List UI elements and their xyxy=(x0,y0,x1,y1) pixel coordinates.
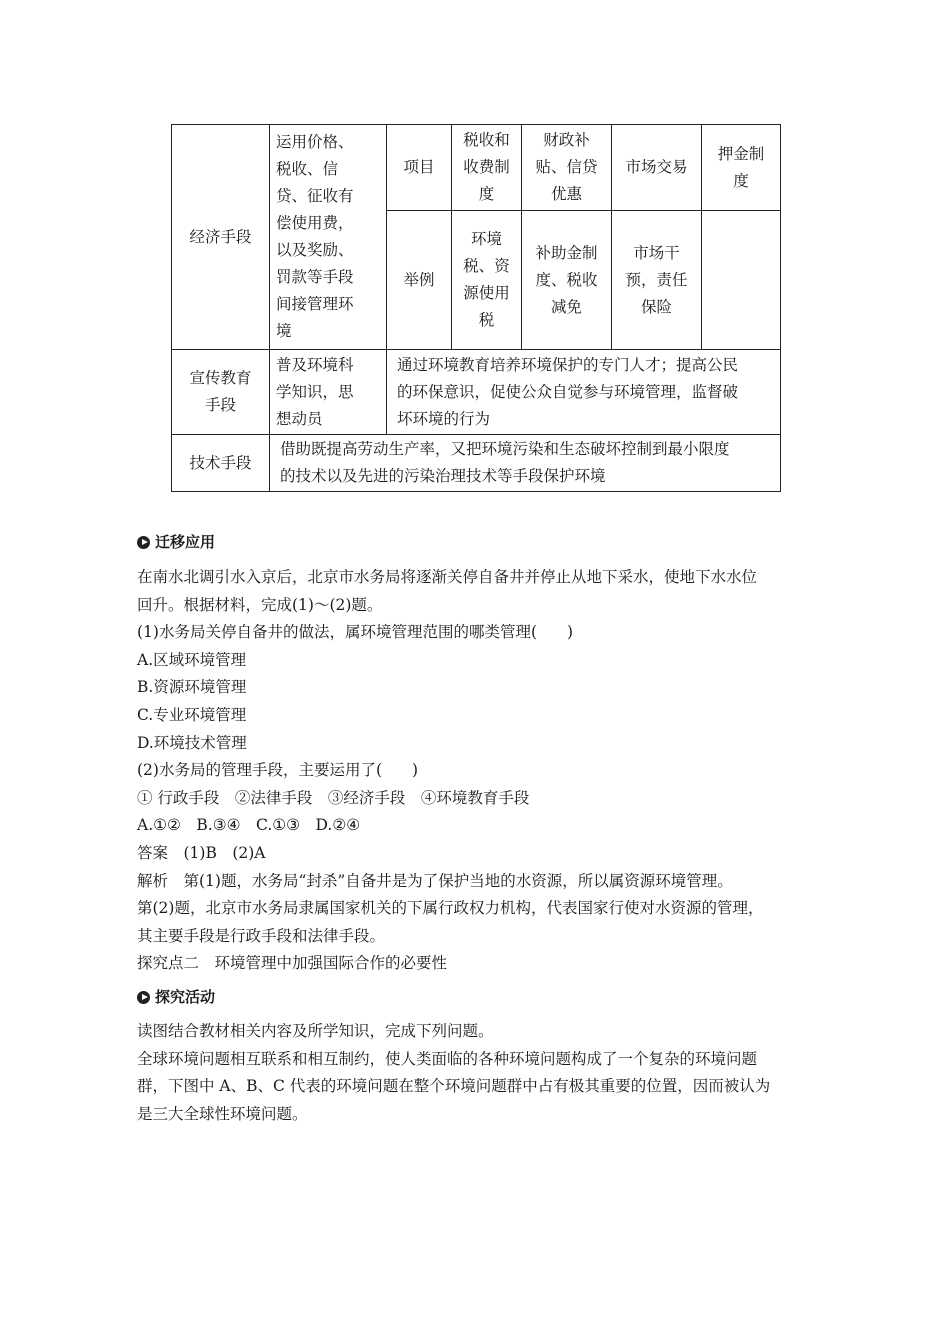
intro-line: 回升。根据材料，完成(1)～(2)题。 xyxy=(137,595,383,614)
explore-point-title: 探究点二 环境管理中加强国际合作的必要性 xyxy=(137,954,448,973)
environmental-management-table xyxy=(171,124,781,492)
play-circle-icon xyxy=(137,536,150,549)
option-a: A.区域环境管理 xyxy=(137,650,247,669)
table-row xyxy=(172,350,781,435)
section-heading: 探究活动 xyxy=(137,984,817,1012)
technical-detail: 借助既提高劳动生产率，又把环境污染和生态破坏控制到最小限度 的技术以及先进的污染治理技术等手段保护环境 xyxy=(270,435,781,492)
header-market: 市场交易 xyxy=(612,125,702,211)
header-deposit: 押金制 度 xyxy=(702,125,781,211)
answer: 答案 (1)B (2)A xyxy=(137,843,266,862)
example-fiscal: 补助金制 度、税收 减免 xyxy=(522,211,612,350)
example-market: 市场干 预，责任 保险 xyxy=(612,211,702,350)
table-row xyxy=(172,435,781,492)
explore-activity-section xyxy=(137,984,817,1012)
header-item: 项目 xyxy=(387,125,452,211)
analysis-line: 第(2)题，北京市水务局隶属国家机关的下属行政权力机构，代表国家行使对水资源的管理， xyxy=(137,899,764,918)
option-b: B.资源环境管理 xyxy=(137,678,247,697)
activity-line: 群，下图中 A、B、C 代表的环境问题在整个环境问题群中占有极其重要的位置，因而被认为 xyxy=(137,1077,771,1096)
play-circle-icon xyxy=(137,991,150,1004)
example-item: 举例 xyxy=(387,211,452,350)
example-tax: 环境 税、资 源使用 税 xyxy=(452,211,522,350)
example-deposit xyxy=(702,211,781,350)
means-items: ① 行政手段 ②法律手段 ③经济手段 ④环境教育手段 xyxy=(137,788,530,807)
transfer-application-section xyxy=(137,529,817,557)
analysis-line: 其主要手段是行政手段和法律手段。 xyxy=(137,926,386,945)
publicity-desc: 普及环境科 学知识，思 想动员 xyxy=(270,350,387,435)
publicity-detail: 通过环境教育培养环境保护的专门人才；提高公民 的环保意识，促使公众自觉参与环境管理，监督破 坏环境的行为 xyxy=(387,350,781,435)
options-2: A.①② B.③④ C.①③ D.②④ xyxy=(137,816,361,835)
question-1: (1)水务局关停自备井的做法，属环境管理范围的哪类管理( ) xyxy=(137,623,574,642)
intro-line: 在南水北调引水入京后，北京市水务局将逐渐关停自备井并停止从地下采水，使地下水水位 xyxy=(137,568,758,586)
publicity-label: 宣传教育 手段 xyxy=(172,350,270,435)
economic-label: 经济手段 xyxy=(172,125,270,350)
section-heading: 迁移应用 xyxy=(137,529,817,557)
activity-line: 全球环境问题相互联系和相互制约，使人类面临的各种环境问题构成了一个复杂的环境问题 xyxy=(137,1049,758,1068)
activity-text xyxy=(137,1018,817,1128)
option-d: D.环境技术管理 xyxy=(137,733,247,752)
technical-label: 技术手段 xyxy=(172,435,270,492)
question-2: (2)水务局的管理手段，主要运用了( ) xyxy=(137,761,419,780)
header-fiscal: 财政补 贴、信贷 优惠 xyxy=(522,125,612,211)
header-tax: 税收和 收费制 度 xyxy=(452,125,522,211)
activity-line: 读图结合教材相关内容及所学知识，完成下列问题。 xyxy=(137,1022,494,1040)
economic-desc: 运用价格、 税收、信 贷、征收有 偿使用费， 以及奖励、 罚款等手段 间接管理环 境 xyxy=(270,125,387,350)
question-block xyxy=(137,564,817,978)
activity-line: 是三大全球性环境问题。 xyxy=(137,1104,308,1123)
option-c: C.专业环境管理 xyxy=(137,705,247,724)
table-row xyxy=(172,125,781,211)
analysis-line: 解析 第(1)题，水务局“封杀”自备井是为了保护当地的水资源，所以属资源环境管理。 xyxy=(137,871,733,890)
